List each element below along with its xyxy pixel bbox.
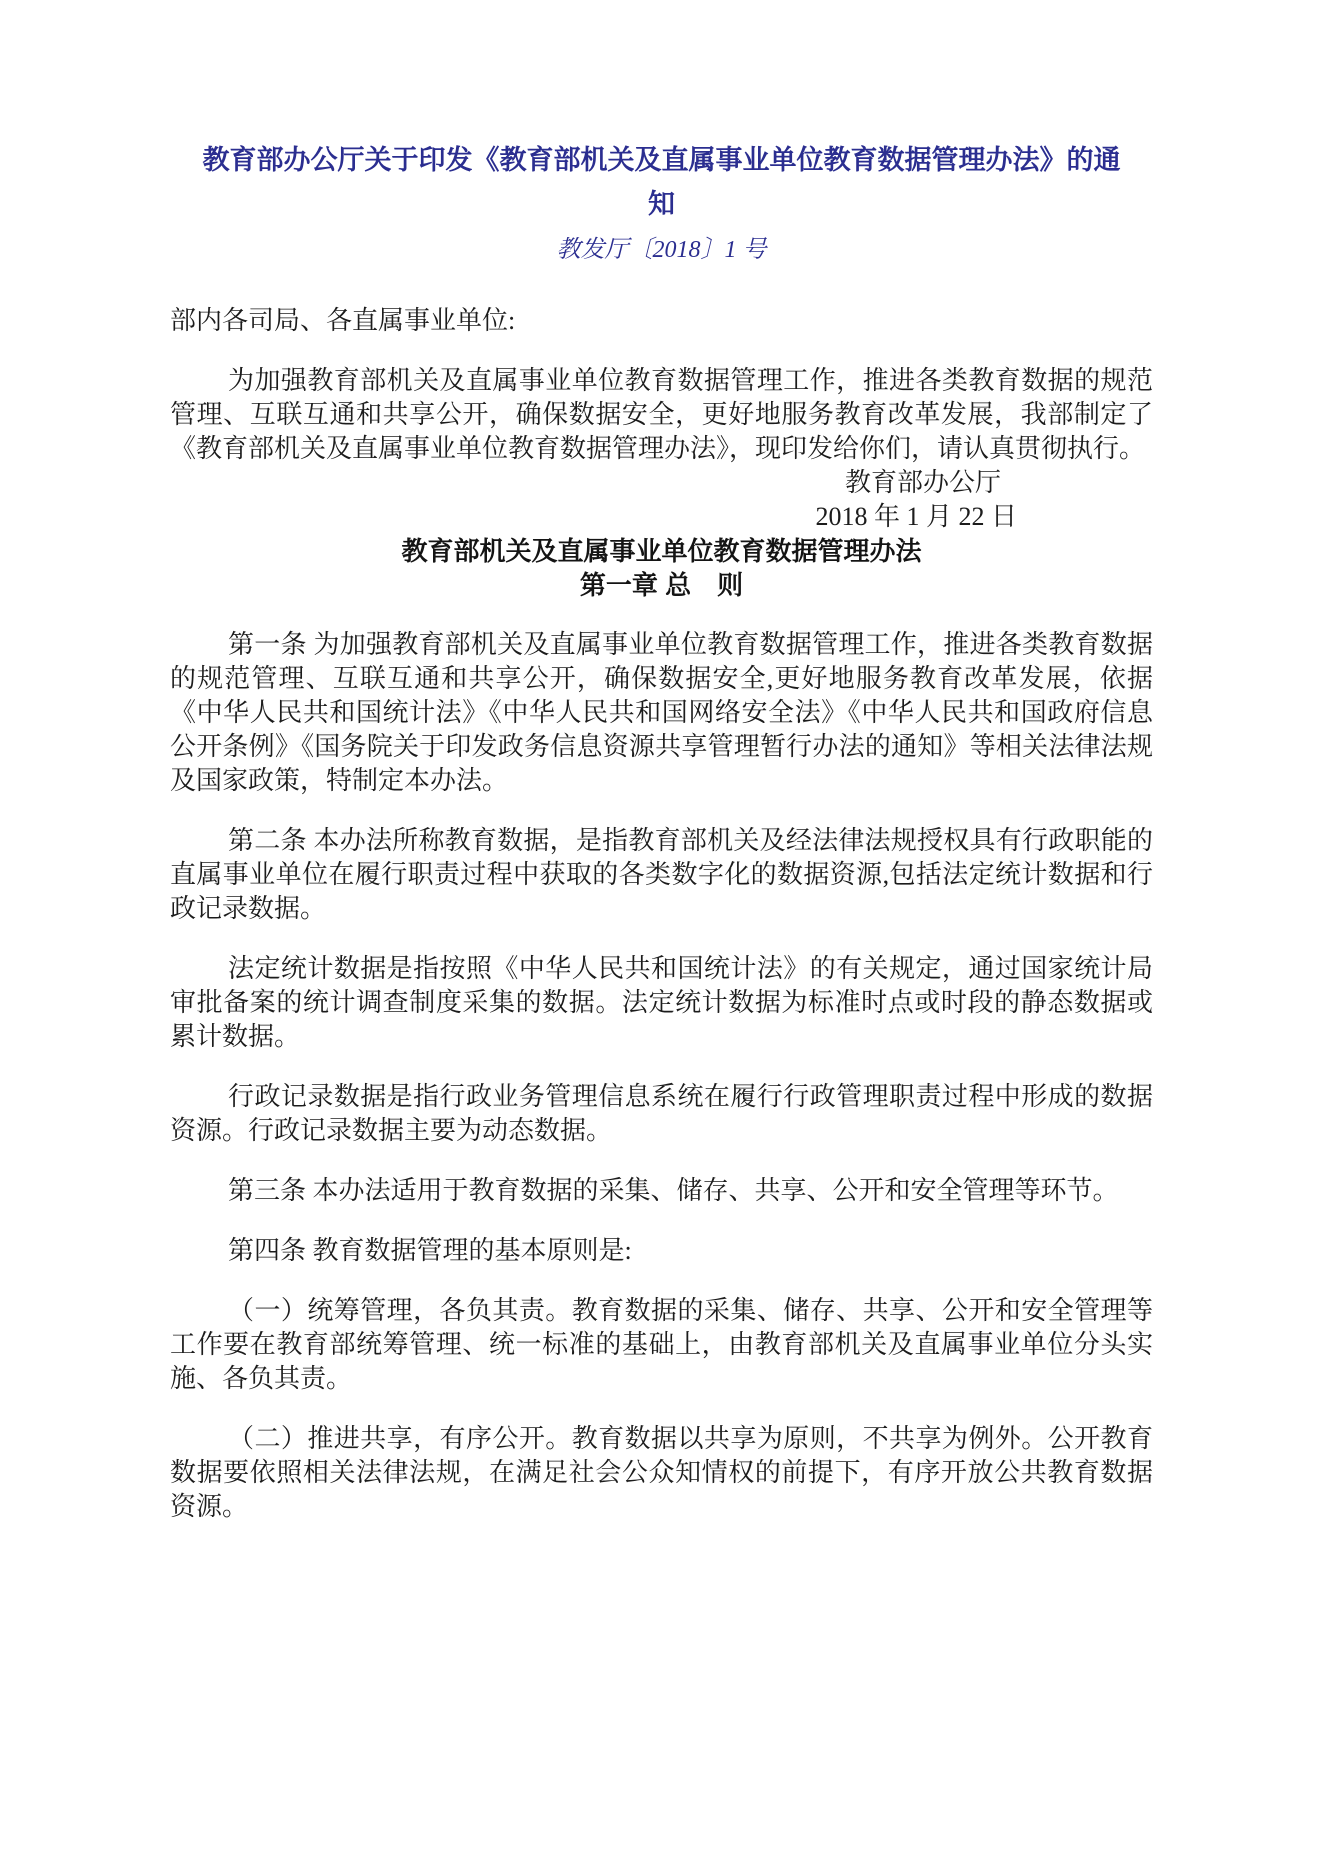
doc-number: 教发厅〔2018〕1 号: [556, 237, 767, 263]
signature-block: [170, 466, 1153, 534]
body-paragraph-article-4: 第四条 教育数据管理的基本原则是:: [228, 1236, 632, 1265]
signature-date: 2018 年 1 月 22 日: [815, 502, 1017, 531]
chapter-heading: 第一章 总 则: [579, 570, 744, 600]
body-paragraph-article-2: 第二条 本办法所称教育数据，是指教育部机关及经法律法规授权具有行政职能的直属事业单位在履行职责过程中获取的各类数字化的数据资源,包括法定统计数据和行政记录数据。: [170, 826, 1153, 923]
notice-title: 教育部办公厅关于印发《教育部机关及直属事业单位教育数据管理办法》的通知: [202, 145, 1121, 219]
salutation: 部内各司局、各直属事业单位:: [170, 306, 516, 335]
regulation-title: 教育部机关及直属事业单位教育数据管理办法: [401, 536, 922, 566]
body-paragraph-article-3: 第三条 本办法适用于教育数据的采集、储存、共享、公开和安全管理等环节。: [228, 1176, 1119, 1205]
body-paragraph-admin-record-data: 行政记录数据是指行政业务管理信息系统在履行行政管理职责过程中形成的数据资源。行政记录数据主要为动态数据。: [170, 1082, 1153, 1145]
signature-name: 教育部办公厅: [844, 468, 1001, 497]
body-paragraph-principle-1: （一）统筹管理，各负其责。教育数据的采集、储存、共享、公开和安全管理等工作要在教育部统筹管理、统一标准的基础上，由教育部机关及直属事业单位分头实施、各负其责。: [170, 1296, 1153, 1393]
body-paragraph-principle-2: （二）推进共享，有序公开。教育数据以共享为原则，不共享为例外。公开教育数据要依照相关法律法规，在满足社会公众知情权的前提下，有序开放公共教育数据资源。: [170, 1424, 1153, 1521]
body-paragraph-article-1: 第一条 为加强教育部机关及直属事业单位教育数据管理工作，推进各类教育数据的规范管理、互联互通和共享公开，确保数据安全,更好地服务教育改革发展，依据《中华人民共和国统计法》《中华人民共和国网络安全法》《中华人民共和国政府信息公开条例》《国务院关于印发政务信息资源共享管理暂行办法的通知》等相关法律法规及国家政策，特制定本办法。: [170, 630, 1153, 795]
body-paragraph-statutory-data: 法定统计数据是指按照《中华人民共和国统计法》的有关规定，通过国家统计局审批备案的统计调查制度采集的数据。法定统计数据为标准时点或时段的静态数据或累计数据。: [170, 954, 1153, 1051]
intro-paragraph: 为加强教育部机关及直属事业单位教育数据管理工作，推进各类教育数据的规范管理、互联互通和共享公开，确保数据安全，更好地服务教育改革发展，我部制定了《教育部机关及直属事业单位教育数据管理办法》，现印发给你们，请认真贯彻执行。: [170, 366, 1153, 463]
